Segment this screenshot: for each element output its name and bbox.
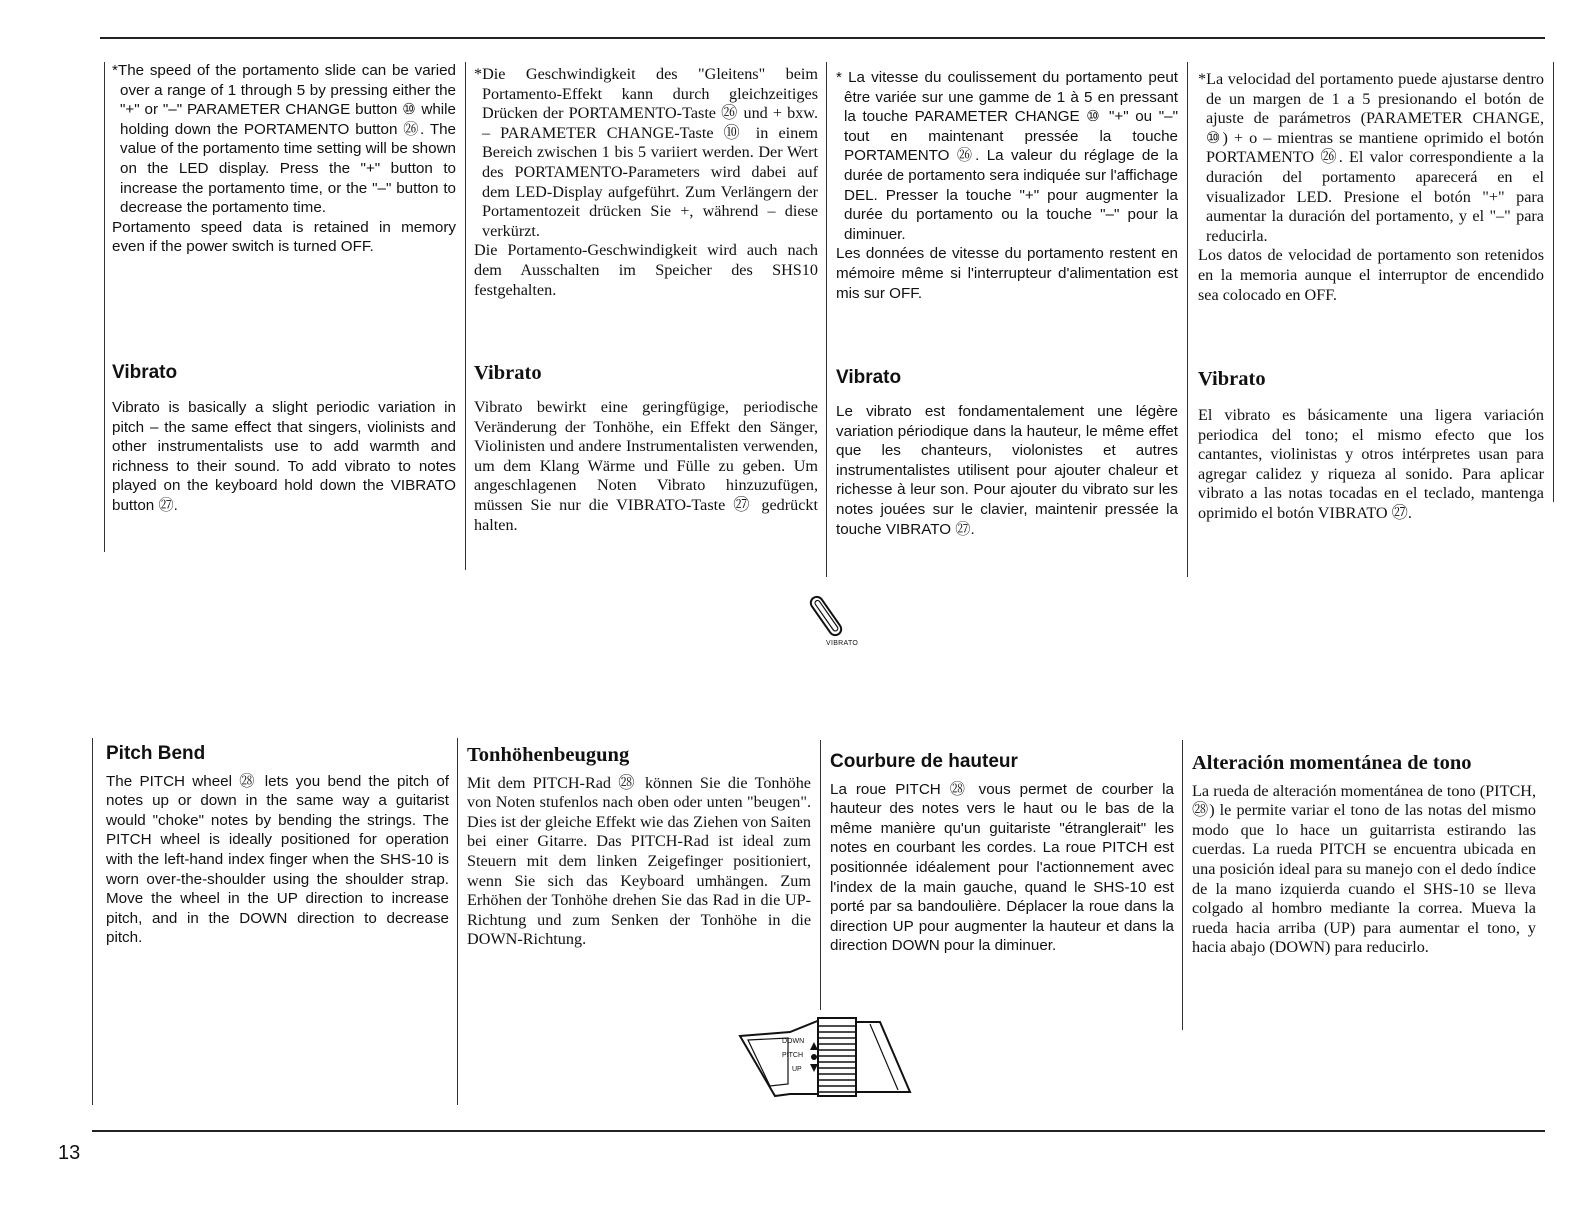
column-divider — [92, 738, 93, 1105]
portamento-memory-fr: Les données de vitesse du portamento restent en mémoire même si l'interrupteur d'alimentation est mis sur OFF. — [836, 245, 1178, 302]
bottom-rule — [92, 1130, 1545, 1132]
portamento-note-es: *La velocidad del portamento puede ajustarse dentro de un margen de 1 a 5 presionando el botón de ajuste de parámetros (PARAMETER CHANGE, ⑩) + o – mientras se mantiene oprimido el botón PORTAMENTO ㉖. El valor correspondiente a la duración del portamento aparecerá en el visualizador LED. Presione el botón "+" para aumentar la duración del portamento, y el "–" para reducirla. — [1198, 70, 1544, 245]
pitch-bend-heading-fr: Courbure de hauteur — [830, 751, 1018, 772]
vibrato-text-en: Vibrato is basically a slight periodic variation in pitch – the same effect that singers, violinists and other instrumentalists use to add warmth and richness to their sound. To add vibrato to notes played on the keyboard hold down the VIBRATO button ㉗. — [112, 399, 456, 514]
vibrato-text-de: Vibrato bewirkt eine geringfügige, periodische Veränderung der Tonhöhe, ein Effekt den Sänger, Violinisten und andere Instrumentalisten verwenden, um dem Klang Wärme und Fülle zu geben. Um angeschlagenen Noten Vibrato hinzuzufügen, müssen Sie nur die VIBRATO-Taste ㉗ gedrückt halten. — [474, 398, 818, 534]
vibrato-text-fr: Le vibrato est fondamentalement une légère variation périodique dans la hauteur, le même effet que les chanteurs, violonistes et autres instrumentalistes utilisent pour ajouter chaleur et richesse à leur son. Pour ajouter du vibrato sur les notes jouées sur le clavier, maintenir pressée la touche VIBRATO ㉗. — [836, 403, 1178, 538]
column-french-bottom — [830, 752, 1174, 956]
pitch-bend-heading-de: Tonhöhenbeugung — [467, 744, 630, 766]
column-english-bottom — [106, 744, 449, 948]
column-divider — [104, 62, 105, 552]
column-french-top — [836, 68, 1178, 538]
pitch-bend-text-fr: La roue PITCH ㉘ vous permet de courber la hauteur des notes vers le haut ou le bas de la même manière qu'un guitariste "étranglerait" les notes en courbant les cordes. La roue PITCH est positionnée idéalement pour l'actionnement avec l'index de la main gauche, quand le SHS-10 est porté par sa bandoulière. Déplacer la roue dans la direction UP pour augmenter la hauteur et dans la direction DOWN pour la diminuer. — [830, 780, 1174, 955]
portamento-memory-de: Die Portamento-Geschwindigkeit wird auch nach dem Ausschalten im Speicher des SHS10 festgehalten. — [474, 241, 818, 299]
pitch-figure-label-down: DOWN — [782, 1038, 805, 1045]
column-divider — [457, 738, 458, 1105]
column-divider — [465, 62, 466, 570]
vibrato-heading-es: Vibrato — [1198, 368, 1266, 390]
column-spanish-top — [1198, 70, 1544, 522]
portamento-memory-en: Portamento speed data is retained in memory even if the power switch is turned OFF. — [112, 218, 456, 256]
pitch-figure-label-pitch: PITCH — [782, 1052, 803, 1059]
portamento-note-de: *Die Geschwindigkeit des "Gleitens" beim Portamento-Effekt kann durch gleichzeitiges Drücken der PORTAMENTO-Taste ㉖ und + bxw. – PARAMETER CHANGE-Taste ⑩ in einem Bereich zwischen 1 bis 5 variiert werden. Der Wert des PORTAMENTO-Parameters wird dabei auf dem LED-Display aufgeführt. Zum Verlängern der Portamentozeit drücken Sie +, während – diese verkürzt. — [474, 65, 818, 240]
column-divider — [1182, 740, 1183, 1030]
portamento-note-fr: * La vitesse du coulissement du portamento peut être variée sur une gamme de 1 à 5 en pressant la touche PARAMETER CHANGE ⑩ "+" ou "–" tout en maintenant pressée la touche PORTAMENTO ㉖. La valeur du réglage de la durée de portamento sera indiquée sur l'affichage DEL. Presser la touche "+" pour augmenter la durée du portamento ou la touche "–" pour la diminuer. — [836, 69, 1178, 243]
pitch-bend-text-en: The PITCH wheel ㉘ lets you bend the pitch of notes up or down in the same way a guitarist would "choke" notes by bending the strings. The PITCH wheel is ideally positioned for operation with the left-hand index finger when the SHS-10 is worn over-the-shoulder using the shoulder strap. Move the wheel in the UP direction to increase pitch, and in the DOWN direction to decrease pitch. — [106, 772, 449, 947]
vibrato-heading-en: Vibrato — [112, 362, 178, 383]
portamento-memory-es: Los datos de velocidad de portamento son retenidos en la memoria aunque el interruptor de encendido sea colocado en OFF. — [1198, 246, 1544, 304]
column-divider — [826, 62, 827, 577]
pitch-wheel-icon — [730, 1012, 920, 1102]
pitch-bend-text-es: La rueda de alteración momentánea de tono (PITCH, ㉘) le permite variar el tono de las notas del mismo modo que lo hace un guitarrista estirando las cuerdas. La rueda PITCH se encuentra ubicada en una posición ideal para su manejo con el dedo índice de la mano izquierda cuando el SHS-10 se lleva colgado al hombro mediante la correa. Mueva la rueda hacia arriba (UP) para aumentar el tono, y hacia abajo (DOWN) para reducirlo. — [1192, 781, 1536, 957]
vibrato-heading-de: Vibrato — [474, 362, 542, 384]
column-german-top — [474, 65, 818, 534]
column-divider — [1553, 62, 1554, 502]
column-spanish-bottom — [1192, 754, 1536, 958]
vibrato-figure-label: VIBRATO — [826, 640, 859, 647]
portamento-note-en: *The speed of the portamento slide can be varied over a range of 1 through 5 by pressing either the "+" or "–" PARAMETER CHANGE button ⑩ while holding down the PORTAMENTO button ㉖. The value of the portamento time setting will be shown on the LED display. Press the "+" button to increase the portamento time, or the "–" button to decrease the portamento time. — [112, 62, 456, 217]
vibrato-heading-fr: Vibrato — [836, 367, 902, 388]
column-divider — [1187, 62, 1188, 577]
column-divider — [820, 740, 821, 1010]
column-german-bottom — [467, 746, 811, 950]
pitch-bend-heading-en: Pitch Bend — [106, 743, 206, 764]
pitch-wheel-figure — [730, 1012, 920, 1102]
pitch-bend-heading-es: Alteración momentánea de tono — [1192, 752, 1472, 774]
top-rule — [100, 37, 1545, 39]
vibrato-button-figure — [800, 588, 880, 654]
pitch-figure-label-up: UP — [792, 1066, 802, 1073]
vibrato-text-es: El vibrato es básicamente una ligera variación periodica del tono; el mismo efecto que los cantantes, violinistas y otros intérpretes usan para agregar calidez y riqueza al sonido. Para aplicar vibrato a las notas tocadas en el teclado, mantenga oprimido el botón VIBRATO ㉗. — [1198, 406, 1544, 522]
pitch-bend-text-de: Mit dem PITCH-Rad ㉘ können Sie die Tonhöhe von Noten stufenlos nach oben oder unten "beugen". Dies ist der gleiche Effekt wie das Ziehen von Saiten bei einer Gitarre. Das PITCH-Rad ist ideal zum Steuern mit dem linken Zeigefinger positioniert, wenn Sie sich das Keyboard umhängen. Zum Erhöhen der Tonhöhe drehen Sie das Rad in die UP-Richtung und zum Senken der Tonhöhe in die DOWN-Richtung. — [467, 773, 811, 949]
page-number: 13 — [58, 1142, 81, 1164]
column-english-top — [112, 61, 456, 514]
